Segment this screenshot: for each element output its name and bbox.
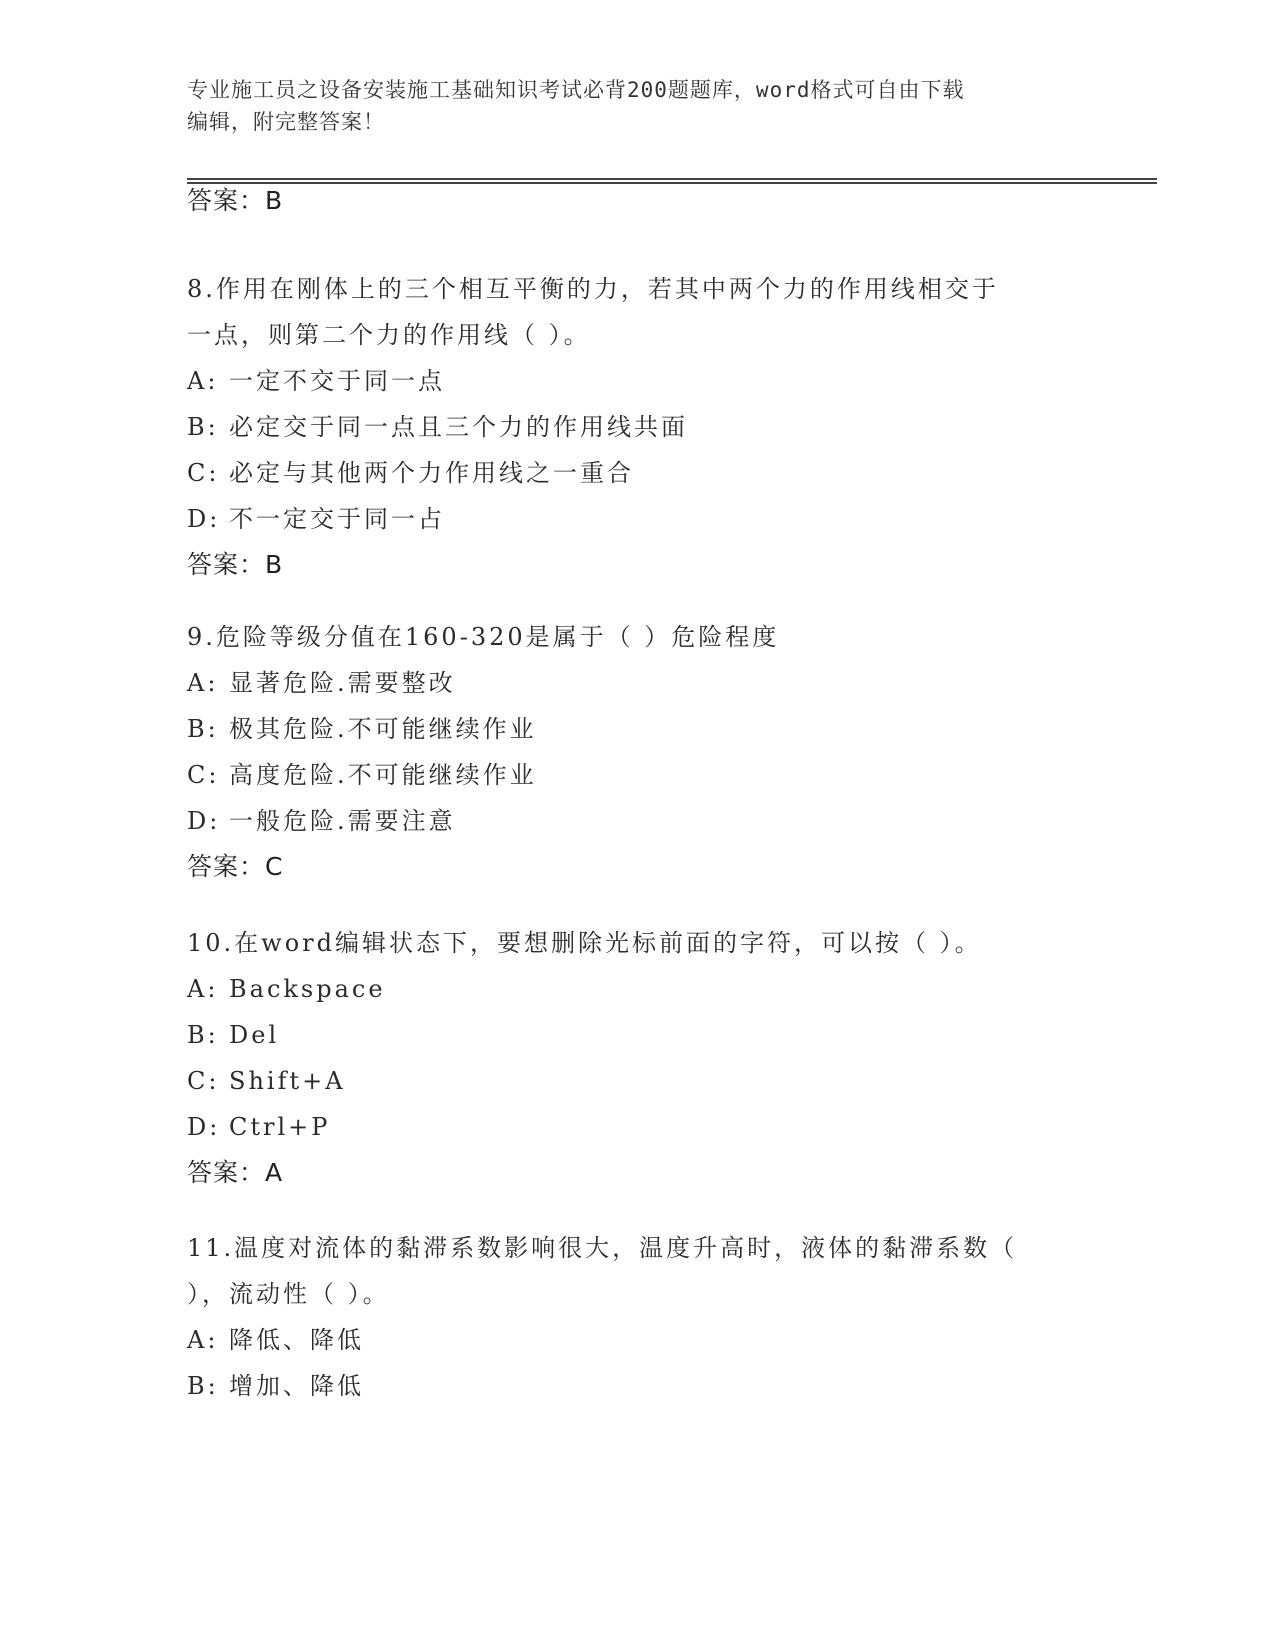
question-stem-line: 10.在word编辑状态下，要想删除光标前面的字符，可以按（ ）。 [187, 929, 982, 957]
option-key: B: [187, 715, 219, 743]
option-key: C: [187, 459, 220, 487]
option-a [187, 358, 1157, 404]
answer-label: 答案：B [187, 186, 284, 215]
option-text: 极其危险.不可能继续作业 [229, 715, 537, 743]
answer-label: 答案：B [187, 550, 284, 579]
option-text: 高度危险.不可能继续作业 [229, 761, 537, 789]
answer-label: 答案：A [187, 1158, 284, 1187]
option-text: 增加、降低 [229, 1372, 364, 1400]
question-stem-line: 8.作用在刚体上的三个相互平衡的力，若其中两个力的作用线相交于 [187, 275, 999, 303]
option-b [187, 706, 1157, 752]
question-8 [187, 266, 1157, 588]
option-a [187, 1317, 1157, 1363]
option-d [187, 1104, 1157, 1150]
option-text: Backspace [229, 975, 386, 1003]
option-text: 必定与其他两个力作用线之一重合 [229, 459, 634, 487]
option-b [187, 1363, 1157, 1409]
option-key: B: [187, 1021, 219, 1049]
option-a [187, 660, 1157, 706]
option-text: 必定交于同一点且三个力的作用线共面 [229, 413, 688, 441]
question-stem-line: ），流动性（ ）。 [187, 1280, 390, 1308]
question-stem-line: 11.温度对流体的黏滞系数影响很大，温度升高时，液体的黏滞系数（ [187, 1234, 1018, 1262]
option-d [187, 798, 1157, 844]
option-text: Del [229, 1021, 280, 1049]
previous-answer-block [187, 178, 1157, 224]
option-key: A: [187, 1326, 219, 1354]
option-key: B: [187, 413, 219, 441]
option-key: A: [187, 367, 219, 395]
question-11 [187, 1225, 1157, 1409]
option-text: 一般危险.需要注意 [229, 807, 456, 835]
question-stem-line: 9.危险等级分值在160-320是属于（ ）危险程度 [187, 623, 780, 651]
option-key: A: [187, 975, 219, 1003]
option-text: 显著危险.需要整改 [229, 669, 456, 697]
option-b [187, 1012, 1157, 1058]
option-text: Ctrl+P [229, 1113, 331, 1141]
question-10 [187, 920, 1157, 1196]
header-line-2: 编辑，附完整答案！ [187, 110, 385, 134]
option-c [187, 1058, 1157, 1104]
option-key: D: [187, 807, 221, 835]
option-key: D: [187, 1113, 221, 1141]
option-text: Shift+A [229, 1067, 346, 1095]
option-b [187, 404, 1157, 450]
document-header [187, 74, 1087, 138]
option-key: A: [187, 669, 219, 697]
option-key: C: [187, 761, 220, 789]
question-stem-line: 一点，则第二个力的作用线（ ）。 [187, 321, 591, 349]
option-c [187, 752, 1157, 798]
question-9 [187, 614, 1157, 890]
option-text: 一定不交于同一点 [229, 367, 445, 395]
option-key: C: [187, 1067, 220, 1095]
option-text: 不一定交于同一占 [229, 505, 445, 533]
option-c [187, 450, 1157, 496]
answer-label: 答案：C [187, 852, 284, 881]
option-a [187, 966, 1157, 1012]
option-text: 降低、降低 [229, 1326, 364, 1354]
header-line-1: 专业施工员之设备安装施工基础知识考试必背200题题库，word格式可自由下载 [187, 78, 965, 102]
option-d [187, 496, 1157, 542]
option-key: D: [187, 505, 221, 533]
option-key: B: [187, 1372, 219, 1400]
